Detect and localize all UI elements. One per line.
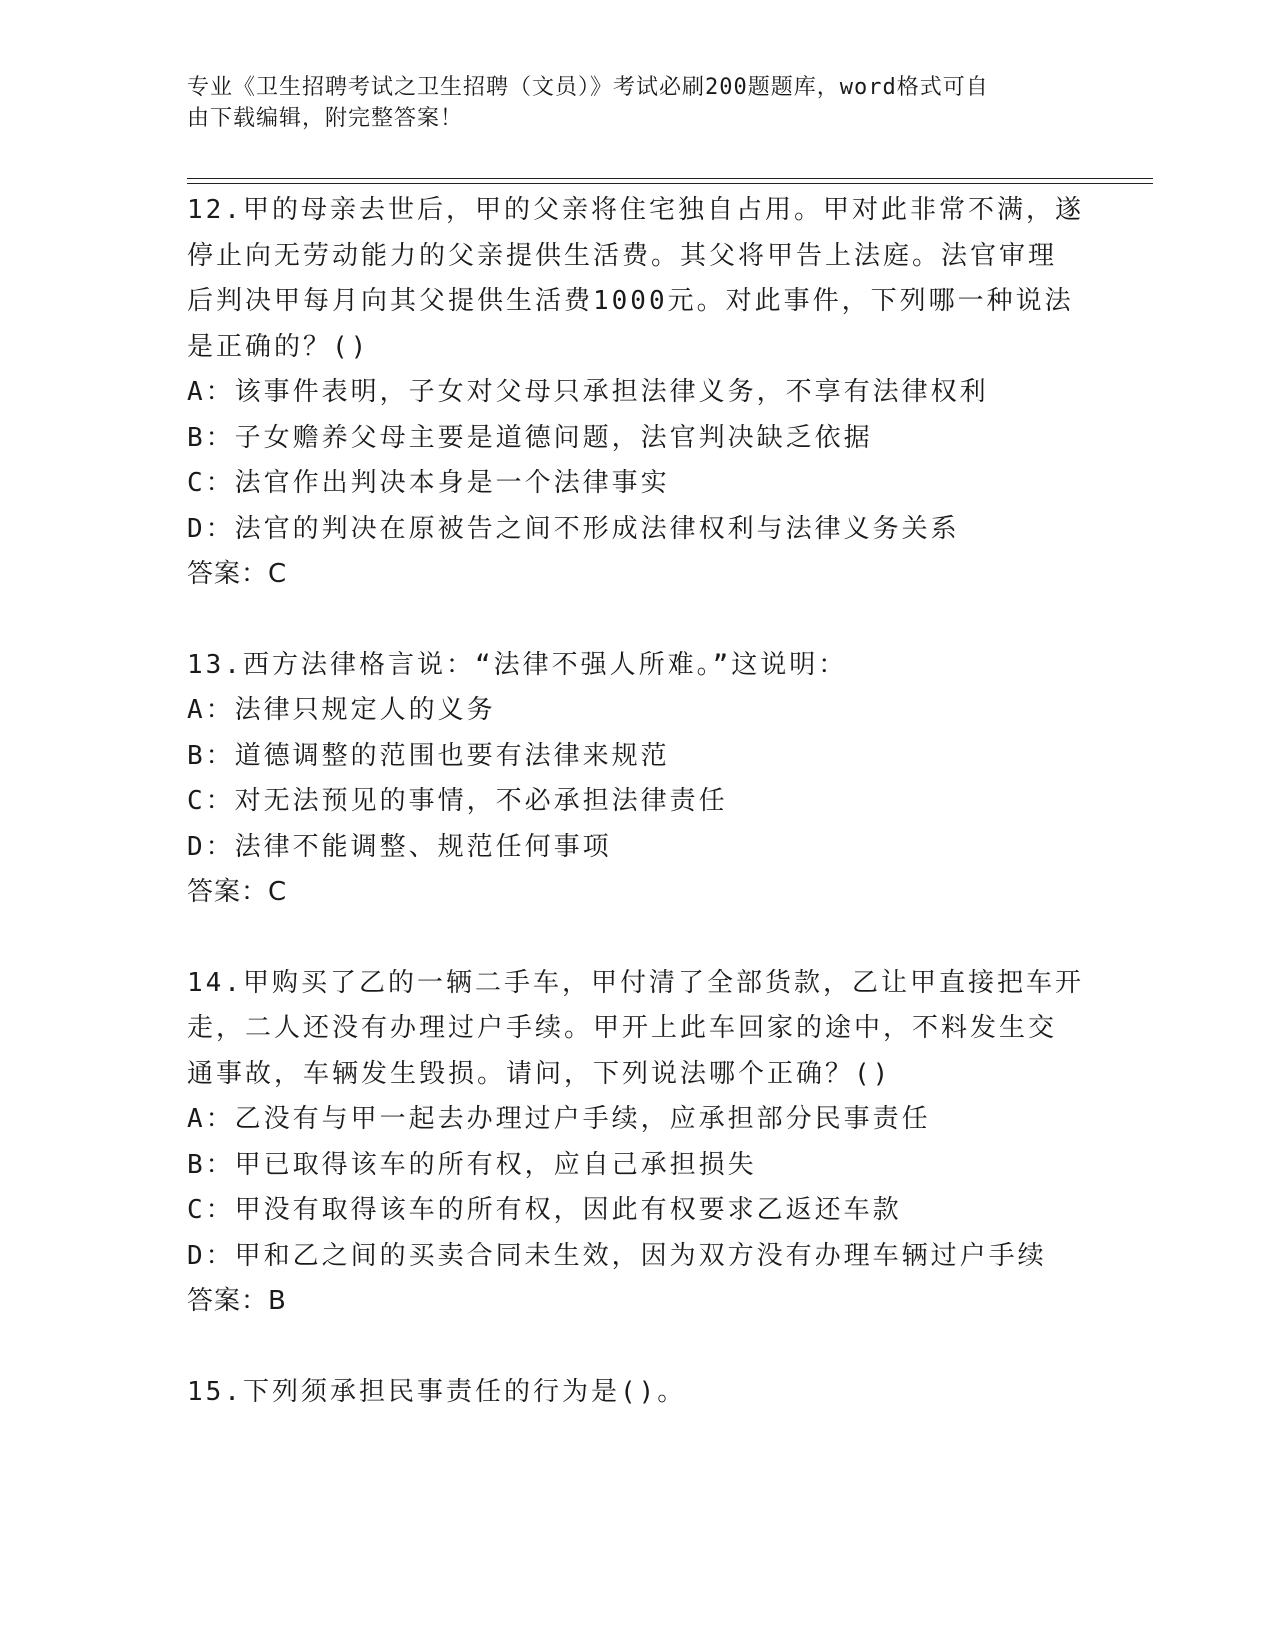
- header-line-2: 由下载编辑，附完整答案！: [187, 106, 464, 131]
- stem-line: 13.西方法律格言说：“法律不强人所难。”这说明：: [187, 649, 848, 680]
- option-b: B：道德调整的范围也要有法律来规范: [187, 740, 670, 771]
- answer-line: 答案：B: [187, 1286, 287, 1316]
- option-b: B：甲已取得该车的所有权，应自己承担损失: [187, 1149, 757, 1180]
- question-stem: [187, 643, 1087, 689]
- answer-line: 答案：C: [187, 559, 288, 589]
- question-stem: [187, 1370, 1087, 1416]
- question-13: [187, 643, 1087, 916]
- stem-line: 12.甲的母亲去世后，甲的父亲将住宅独自占用。甲对此非常不满，遂: [187, 195, 1084, 225]
- stem-line: 14.甲购买了乙的一辆二手车，甲付清了全部货款，乙让甲直接把车开: [187, 967, 1084, 998]
- stem-line: 15.下列须承担民事责任的行为是()。: [187, 1376, 687, 1407]
- stem-line: 通事故，车辆发生毁损。请问，下列说法哪个正确？(): [187, 1058, 892, 1089]
- header-line-1: 专业《卫生招聘考试之卫生招聘（文员）》考试必刷200题题库，word格式可自: [187, 75, 989, 100]
- answer-line: 答案：C: [187, 877, 288, 907]
- option-b: B：子女赡养父母主要是道德问题，法官判决缺乏依据: [187, 422, 873, 453]
- question-list: [187, 188, 1087, 1415]
- option-d: D：法官的判决在原被告之间不形成法律权利与法律义务关系: [187, 513, 960, 544]
- option-c: C：甲没有取得该车的所有权，因此有权要求乙返还车款: [187, 1195, 902, 1225]
- document-header: [187, 72, 1067, 134]
- option-d: D：法律不能调整、规范任何事项: [187, 831, 612, 862]
- question-14: [187, 961, 1087, 1325]
- option-a: A：乙没有与甲一起去办理过户手续，应承担部分民事责任: [187, 1104, 931, 1134]
- stem-line: 是正确的？(): [187, 331, 370, 362]
- header-divider-top: [187, 178, 1153, 179]
- question-12: [187, 188, 1087, 598]
- option-a: A：该事件表明，子女对父母只承担法律义务，不享有法律权利: [187, 377, 989, 407]
- option-c: C：对无法预见的事情，不必承担法律责任: [187, 786, 728, 816]
- option-c: C：法官作出判决本身是一个法律事实: [187, 468, 670, 498]
- stem-line: 后判决甲每月向其父提供生活费1000元。对此事件，下列哪一种说法: [187, 286, 1074, 316]
- stem-line: 停止向无劳动能力的父亲提供生活费。其父将甲告上法庭。法官审理: [187, 240, 1058, 271]
- stem-line: 走，二人还没有办理过户手续。甲开上此车回家的途中，不料发生交: [187, 1013, 1058, 1043]
- header-divider-bottom: [187, 183, 1153, 184]
- question-stem: [187, 961, 1087, 1098]
- option-a: A：法律只规定人的义务: [187, 695, 496, 725]
- option-d: D：甲和乙之间的买卖合同未生效，因为双方没有办理车辆过户手续: [187, 1240, 1047, 1271]
- question-stem: [187, 188, 1087, 370]
- question-15: [187, 1370, 1087, 1416]
